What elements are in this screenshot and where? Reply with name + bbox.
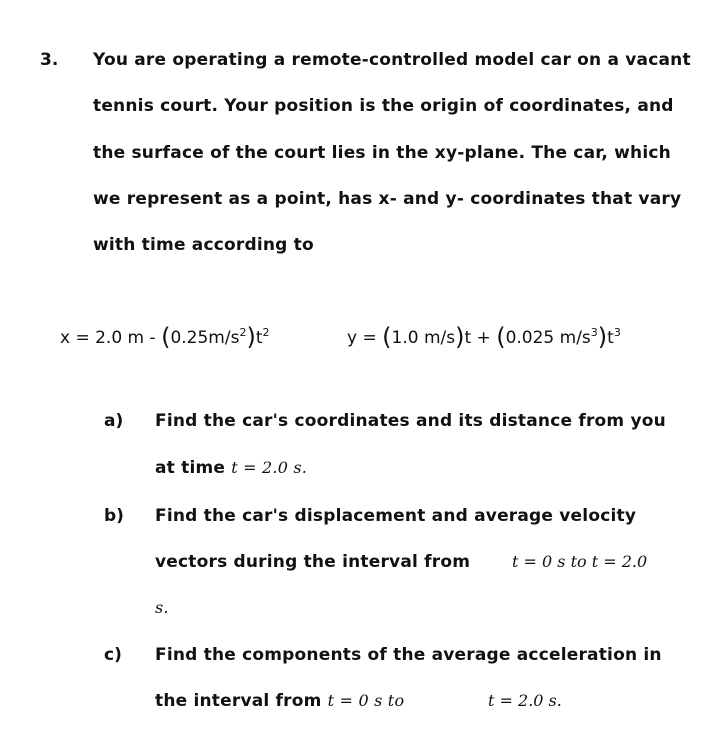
part-c-interval-end: t = 2.0 s.: [488, 691, 562, 710]
x-variable-exponent: 2: [262, 326, 270, 339]
y-coefficient-2-exponent: 3: [590, 326, 598, 339]
problem-text-line-5: with time according to: [93, 235, 314, 255]
x-equation-lhs: x = 2.0 m -: [60, 328, 162, 348]
y-variable-2-exponent: 3: [613, 326, 621, 339]
y-equation-lhs: y =: [347, 328, 383, 348]
part-b-interval: t = 0 s to t = 2.0: [512, 552, 648, 571]
part-c-line-2: [155, 691, 404, 711]
part-c-interval-start: t = 0 s to: [327, 691, 405, 710]
y-equation-variable-2: t: [607, 328, 614, 348]
problem-text-line-4: we represent as a point, has x- and y- coordinates that vary: [93, 189, 682, 209]
y-equation-coefficient-1: 1.0 m/s: [391, 328, 456, 348]
x-coefficient-exponent: 2: [239, 326, 247, 339]
part-a-line-2: [155, 458, 307, 478]
problem-number: 3.: [40, 50, 59, 70]
part-a-line-2-text: at time: [155, 458, 232, 478]
problem-text-line-3: the surface of the court lies in the xy-plane. The car, which: [93, 143, 671, 163]
part-c-label: c): [104, 645, 122, 665]
x-equation-coefficient: 0.25m/s: [170, 328, 240, 348]
x-equation-variable: t: [255, 328, 263, 348]
part-c-line-1: Find the components of the average acceleration in: [155, 645, 662, 665]
part-b-line-3: s.: [155, 598, 169, 617]
part-a-label: a): [104, 411, 124, 431]
part-b-line-2-text: vectors during the interval from: [155, 552, 471, 572]
problem-text-line-2: tennis court. Your position is the origin of coordinates, and: [93, 96, 674, 116]
part-a-line-1: Find the car's coordinates and its distance from you: [155, 411, 666, 431]
y-equation-variable-1: t +: [464, 328, 497, 348]
part-b-line-1: Find the car's displacement and average velocity: [155, 506, 637, 526]
part-c-line-2-text: the interval from: [155, 691, 328, 711]
problem-text-line-1: You are operating a remote-controlled model car on a vacant: [93, 50, 691, 70]
y-equation-coefficient-2: 0.025 m/s: [505, 328, 591, 348]
part-b-label: b): [104, 506, 124, 526]
y-equation: y = (1.0 m/s)t + (0.025 $m/s^3)t^3$: [347, 323, 621, 351]
part-a-time-value: t = 2.0 s.: [231, 458, 308, 477]
x-equation: x = 2.0 m - $(0.25m/s^2)t^2$: [60, 323, 270, 351]
